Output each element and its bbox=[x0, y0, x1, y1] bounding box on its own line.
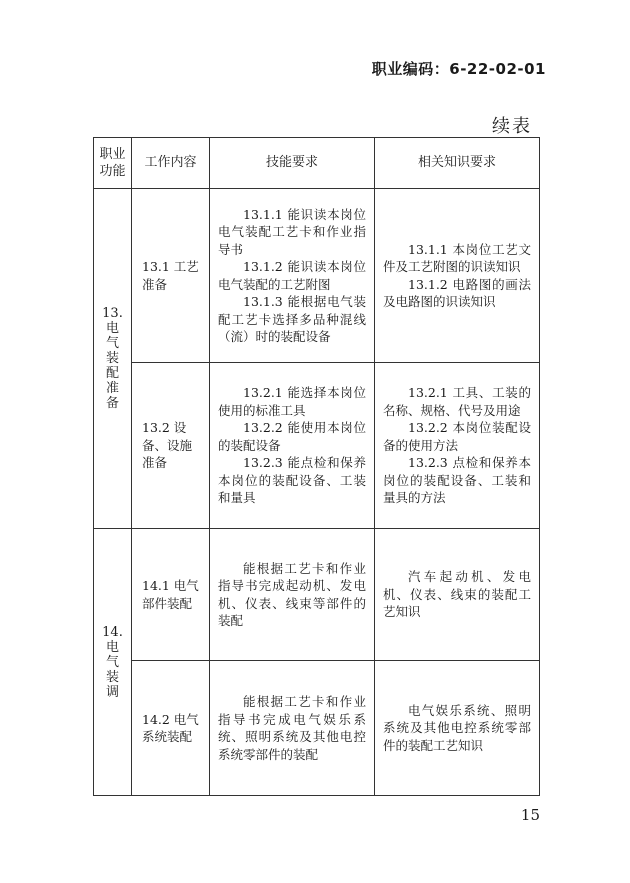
knowledge-item: 13.2.2 本岗位装配设备的使用方法 bbox=[383, 420, 531, 453]
function-14 bbox=[94, 529, 132, 796]
table-row bbox=[94, 189, 540, 363]
function-number: 13. bbox=[102, 306, 123, 321]
skill-item: 13.1.2 能识读本岗位电气装配的工艺附图 bbox=[218, 259, 366, 292]
skill-item: 13.2.3 能点检和保养本岗位的装配设备、工装和量具 bbox=[218, 455, 366, 506]
skill-item: 13.2.2 能使用本岗位的装配设备 bbox=[218, 420, 366, 453]
table-row bbox=[94, 661, 540, 796]
knowledge-item: 13.1.1 本岗位工艺文件及工艺附图的识读知识 bbox=[383, 241, 531, 274]
skill-cell-14-2 bbox=[210, 661, 375, 796]
knowledge-item: 13.2.1 工具、工装的名称、规格、代号及用途 bbox=[383, 385, 531, 418]
table-row bbox=[94, 529, 540, 661]
header-work-content: 工作内容 bbox=[132, 138, 210, 189]
knowledge-cell-13-2 bbox=[375, 363, 540, 529]
function-char: 气 bbox=[105, 654, 119, 670]
table-row bbox=[94, 363, 540, 529]
knowledge-item: 汽车起动机、发电机、仪表、线束的装配工艺知识 bbox=[383, 569, 531, 620]
work-content-14-1: 14.1 电气部件装配 bbox=[132, 529, 210, 661]
work-content-13-1: 13.1 工艺准备 bbox=[132, 189, 210, 363]
function-char: 准 bbox=[105, 381, 119, 396]
table-header-row bbox=[94, 138, 540, 189]
function-number: 14. bbox=[102, 624, 123, 640]
skill-cell-13-1 bbox=[210, 189, 375, 363]
skill-item: 13.2.1 能选择本岗位使用的标准工具 bbox=[218, 385, 366, 418]
skill-item: 能根据工艺卡和作业指导书完成起动机、发电机、仪表、线束等部件的装配 bbox=[218, 560, 366, 628]
continued-table-label: 续表 bbox=[492, 116, 532, 137]
function-char: 装 bbox=[105, 351, 119, 366]
header-function: 职业功能 bbox=[94, 138, 132, 189]
function-char: 调 bbox=[105, 684, 119, 700]
function-char: 气 bbox=[105, 336, 119, 351]
skill-cell-13-2 bbox=[210, 363, 375, 529]
knowledge-cell-14-1 bbox=[375, 529, 540, 661]
work-content-14-2: 14.2 电气系统装配 bbox=[132, 661, 210, 796]
knowledge-item: 13.1.2 电路图的画法及电路图的识读知识 bbox=[383, 276, 531, 309]
function-char: 电 bbox=[105, 321, 119, 336]
function-char: 装 bbox=[105, 669, 119, 685]
function-13 bbox=[94, 189, 132, 529]
knowledge-cell-13-1 bbox=[375, 189, 540, 363]
skill-item: 13.1.1 能识读本岗位电气装配工艺卡和作业指导书 bbox=[218, 206, 366, 257]
function-char: 配 bbox=[105, 366, 119, 381]
occupation-code: 职业编码：6-22-02-01 bbox=[371, 60, 546, 78]
work-content-13-2: 13.2 设备、设施准备 bbox=[132, 363, 210, 529]
skill-item: 13.1.3 能根据电气装配工艺卡选择多品种混线（流）时的装配设备 bbox=[218, 294, 366, 344]
page-number: 15 bbox=[520, 806, 540, 824]
knowledge-item: 电气娱乐系统、照明系统及其他电控系统零部件的装配工艺知识 bbox=[383, 702, 531, 753]
header-skill-requirements: 技能要求 bbox=[210, 138, 375, 189]
knowledge-item: 13.2.3 点检和保养本岗位的装配设备、工装和量具的方法 bbox=[383, 455, 531, 506]
function-char: 备 bbox=[105, 396, 119, 411]
skill-cell-14-1 bbox=[210, 529, 375, 661]
skills-table bbox=[93, 137, 540, 796]
skill-item: 能根据工艺卡和作业指导书完成电气娱乐系统、照明系统及其他电控系统零部件的装配 bbox=[218, 694, 366, 762]
header-knowledge-requirements: 相关知识要求 bbox=[375, 138, 540, 189]
knowledge-cell-14-2 bbox=[375, 661, 540, 796]
function-char: 电 bbox=[105, 639, 119, 655]
